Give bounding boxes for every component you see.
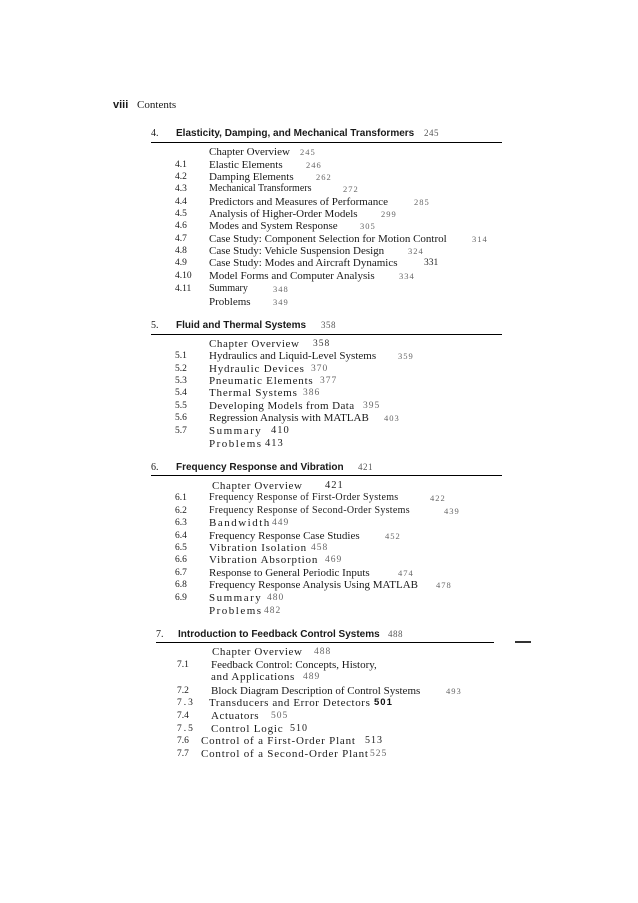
entry-page: 377	[320, 376, 338, 386]
entry-title: Hydraulic Devices	[209, 363, 305, 375]
entry-number: 7.3	[177, 698, 195, 708]
entry-title: Predictors and Measures of Performance	[209, 196, 388, 208]
chapter-number: 7.	[156, 629, 164, 640]
entry-title: Case Study: Vehicle Suspension Design	[209, 245, 385, 257]
entry-title: Actuators	[211, 710, 260, 722]
entry-page: 324	[408, 246, 424, 256]
entry-page: 513	[365, 735, 383, 746]
entry-title: Damping Elements	[209, 171, 294, 183]
entry-title: Case Study: Component Selection for Motion Control	[209, 233, 447, 245]
chapter-title: Elasticity, Damping, and Mechanical Transformers	[176, 128, 415, 139]
entry-number: 5.1	[175, 351, 187, 361]
entry-page: 395	[363, 401, 381, 411]
entry-page: 359	[398, 351, 414, 361]
page-number: viii	[113, 99, 129, 111]
entry-title: Frequency Response of First-Order Systems	[209, 492, 399, 503]
entry-page: 510	[290, 723, 308, 734]
entry-title: Chapter Overview	[212, 480, 303, 492]
entry-page: 489	[303, 672, 321, 682]
entry-number: 6.3	[175, 518, 187, 528]
entry-number: 4.4	[175, 197, 187, 207]
entry-title: Frequency Response of Second-Order Systems	[209, 505, 410, 516]
entry-number: 5.6	[175, 413, 187, 423]
entry-page: 478	[436, 580, 452, 590]
chapter-rule	[151, 475, 502, 476]
chapter-page: 358	[321, 320, 336, 330]
entry-number: 7.4	[177, 711, 189, 721]
entry-title: Regression Analysis with MATLAB	[209, 412, 369, 424]
entry-title: Model Forms and Computer Analysis	[209, 270, 375, 282]
entry-title: Bandwidth	[209, 517, 271, 529]
entry-page: 482	[264, 606, 282, 616]
chapter-page: 421	[358, 462, 373, 472]
entry-page: 262	[316, 172, 332, 182]
entry-page: 349	[273, 297, 289, 307]
entry-number: 4.8	[175, 246, 187, 256]
entry-page: 314	[472, 234, 488, 244]
entry-page: 501	[374, 697, 393, 708]
entry-number: 6.1	[175, 493, 187, 503]
entry-page: 348	[273, 284, 289, 294]
entry-title: Control Logic	[211, 723, 284, 735]
entry-title: Mechanical Transformers	[209, 183, 312, 194]
entry-title: Frequency Response Analysis Using MATLAB	[209, 579, 418, 591]
margin-mark	[515, 641, 531, 643]
entry-number: 6.7	[175, 568, 187, 578]
entry-page: 488	[314, 647, 332, 657]
entry-title: Feedback Control: Concepts, History,	[211, 659, 377, 671]
entry-title: Chapter Overview	[209, 146, 290, 158]
entry-title: Frequency Response Case Studies	[209, 530, 360, 542]
entry-title: Problems	[209, 605, 263, 617]
chapter-title: Fluid and Thermal Systems	[176, 320, 307, 331]
entry-title: Case Study: Modes and Aircraft Dynamics	[209, 257, 398, 269]
entry-page: 449	[272, 518, 290, 528]
entry-page: 285	[414, 197, 430, 207]
entry-title: Elastic Elements	[209, 159, 283, 171]
chapter-number: 6.	[151, 462, 159, 473]
entry-number: 4.11	[175, 284, 192, 294]
entry-page: 370	[311, 364, 329, 374]
chapter-rule	[156, 642, 494, 643]
entry-number: 6.2	[175, 506, 187, 516]
header-title: Contents	[137, 99, 177, 111]
entry-page: 422	[430, 493, 446, 503]
chapter-heading-7[interactable]	[156, 629, 403, 640]
entry-number: 6.8	[175, 580, 187, 590]
chapter-number: 4.	[151, 128, 159, 139]
entry-number: 7.1	[177, 660, 189, 670]
entry-number: 6.5	[175, 543, 187, 553]
entry-number: 4.7	[175, 234, 187, 244]
entry-title: Chapter Overview	[212, 646, 303, 658]
entry-number: 4.10	[175, 271, 192, 281]
entry-page: 505	[271, 711, 289, 721]
entry-number: 4.9	[175, 258, 187, 268]
chapter-heading-4[interactable]	[151, 128, 439, 139]
chapter-page: 488	[388, 629, 403, 639]
entry-page: 386	[303, 388, 321, 398]
entry-number: 5.3	[175, 376, 187, 386]
entry-title: Analysis of Higher-Order Models	[209, 208, 358, 220]
entry-page: 480	[267, 593, 285, 603]
entry-title: Transducers and Error Detectors	[209, 697, 371, 709]
chapter-heading-6[interactable]	[151, 462, 373, 473]
entry-title: Response to General Periodic Inputs	[209, 567, 370, 579]
entry-page: 246	[306, 160, 322, 170]
chapter-rule	[151, 334, 502, 335]
entry-page: 458	[311, 543, 329, 553]
chapter-heading-5[interactable]	[151, 320, 336, 331]
entry-title: Hydraulics and Liquid-Level Systems	[209, 350, 377, 362]
entry-number: 6.4	[175, 531, 187, 541]
entry-page: 421	[325, 480, 344, 491]
entry-page: 410	[271, 425, 290, 436]
chapter-rule	[151, 142, 502, 143]
entry-number: 5.2	[175, 364, 187, 374]
entry-page: 245	[300, 147, 316, 157]
page-header	[113, 99, 176, 111]
entry-title: Block Diagram Description of Control Systems	[211, 685, 421, 697]
entry-page: 334	[399, 271, 415, 281]
entry-title: Problems	[209, 296, 251, 308]
entry-title: Modes and System Response	[209, 220, 338, 232]
entry-title: Chapter Overview	[209, 338, 300, 350]
entry-title: Summary	[209, 592, 263, 604]
chapter-title: Introduction to Feedback Control Systems	[178, 629, 380, 640]
entry-page: 413	[265, 438, 284, 449]
entry-page: 474	[398, 568, 414, 578]
entry-page: 331	[424, 258, 439, 268]
entry-number: 4.6	[175, 221, 187, 231]
entry-title: Problems	[209, 438, 263, 450]
entry-title: Control of a Second-Order Plant	[201, 748, 369, 760]
entry-title: Vibration Isolation	[209, 542, 307, 554]
entry-title: and Applications	[211, 671, 295, 683]
entry-page: 439	[444, 506, 460, 516]
entry-number: 4.1	[175, 160, 187, 170]
entry-number: 4.2	[175, 172, 187, 182]
entry-number: 4.5	[175, 209, 187, 219]
entry-page: 493	[446, 686, 462, 696]
entry-title: Summary	[209, 283, 248, 294]
entry-number: 5.4	[175, 388, 187, 398]
entry-number: 7.7	[177, 749, 189, 759]
entry-page: 358	[313, 339, 331, 349]
chapter-title: Frequency Response and Vibration	[176, 462, 344, 473]
entry-number: 7.2	[177, 686, 189, 696]
entry-number: 5.5	[175, 401, 187, 411]
entry-number: 6.9	[175, 593, 187, 603]
entry-number: 4.3	[175, 184, 187, 194]
entry-title: Summary	[209, 425, 263, 437]
entry-page: 299	[381, 209, 397, 219]
entry-title: Vibration Absorption	[209, 554, 319, 566]
entry-number: 7.6	[177, 736, 189, 746]
entry-page: 452	[385, 531, 401, 541]
entry-number: 7.5	[177, 724, 195, 734]
entry-page: 403	[384, 413, 400, 423]
entry-number: 5.7	[175, 426, 187, 436]
entry-page: 272	[343, 184, 359, 194]
entry-title: Pneumatic Elements	[209, 375, 314, 387]
chapter-page: 245	[424, 128, 439, 138]
entry-title: Developing Models from Data	[209, 400, 355, 412]
entry-title: Thermal Systems	[209, 387, 298, 399]
entry-page: 525	[370, 749, 388, 759]
entry-page: 305	[360, 221, 376, 231]
entry-title: Control of a First-Order Plant	[201, 735, 356, 747]
entry-number: 6.6	[175, 555, 187, 565]
entry-page: 469	[325, 555, 343, 565]
chapter-number: 5.	[151, 320, 159, 331]
